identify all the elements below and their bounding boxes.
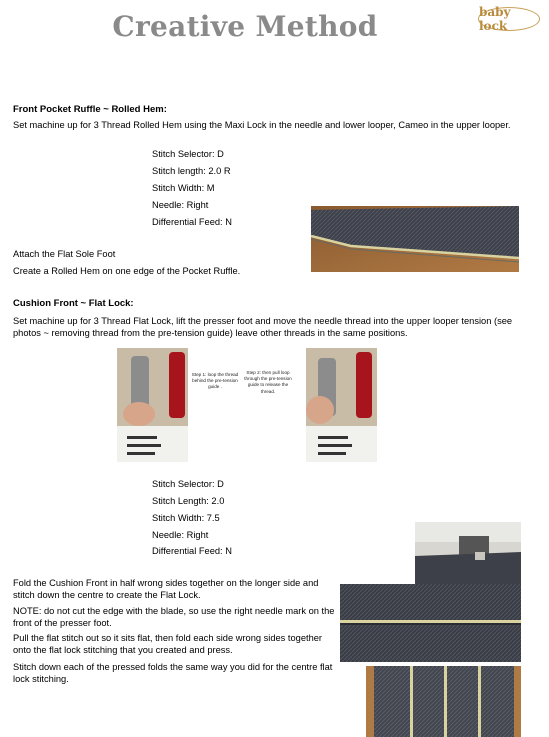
flat-lock-fabric-photo xyxy=(340,584,521,662)
rolled-hem-intro: Set machine up for 3 Thread Rolled Hem using the Maxi Lock in the needle and lower looper, Cameo in the upper looper. xyxy=(13,120,511,130)
blade-note: NOTE: do not cut the edge with the blade, so use the right needle mark on the front of the presser foot. xyxy=(13,606,335,628)
baby-lock-logo: baby lock xyxy=(478,7,540,31)
flat-lock-stitch-selector: Stitch Selector: D xyxy=(152,479,224,489)
step1-thread-photo xyxy=(117,348,188,462)
flat-lock-needle: Needle: Right xyxy=(152,530,209,540)
setting-differential-feed: Differential Feed: N xyxy=(152,217,232,227)
section-heading-rolled-hem: Front Pocket Ruffle ~ Rolled Hem: xyxy=(13,104,167,115)
setting-stitch-width: Stitch Width: M xyxy=(152,183,215,193)
fold-instruction: Fold the Cushion Front in half wrong sides together on the longer side and stitch down the centre to create the Flat Lock. xyxy=(13,578,319,600)
step1-caption: Step 1: loop the thread behind the pre-tension guide . xyxy=(191,372,239,390)
rolled-hem-step: Create a Rolled Hem on one edge of the Pocket Ruffle. xyxy=(13,266,241,276)
stitch-folds-instruction: Stitch down each of the pressed folds the same way you did for the centre flat lock stitching. xyxy=(13,662,333,684)
step2-caption: Step 2: then pull loop through the pre-tension guide to release the thread. xyxy=(244,370,292,394)
setting-stitch-selector: Stitch Selector: D xyxy=(152,149,224,159)
page-title: Creative Method xyxy=(112,10,378,43)
overlocker-photo xyxy=(415,522,521,584)
section-heading-flat-lock: Cushion Front ~ Flat Lock: xyxy=(13,298,134,309)
stitched-panel-photo xyxy=(366,666,521,737)
flat-lock-intro: Set machine up for 3 Thread Flat Lock, lift the presser foot and move the needle thread into the upper looper tension (see photos ~ removing thread from the pre-tension guide) leave other threads in the same positions. xyxy=(13,316,513,338)
setting-stitch-length: Stitch length: 2.0 R xyxy=(152,166,231,176)
setting-needle: Needle: Right xyxy=(152,200,209,210)
rolled-hem-photo xyxy=(311,206,519,272)
flat-lock-differential-feed: Differential Feed: N xyxy=(152,546,232,556)
flat-lock-stitch-width: Stitch Width: 7.5 xyxy=(152,513,220,523)
flat-lock-stitch-length: Stitch Length: 2.0 xyxy=(152,496,225,506)
attach-foot-step: Attach the Flat Sole Foot xyxy=(13,249,116,259)
press-instruction: Pull the flat stitch out so it sits flat, then fold each side wrong sides together onto the flat lock stitching that you created and press. xyxy=(13,633,323,655)
step2-thread-photo xyxy=(306,348,377,462)
